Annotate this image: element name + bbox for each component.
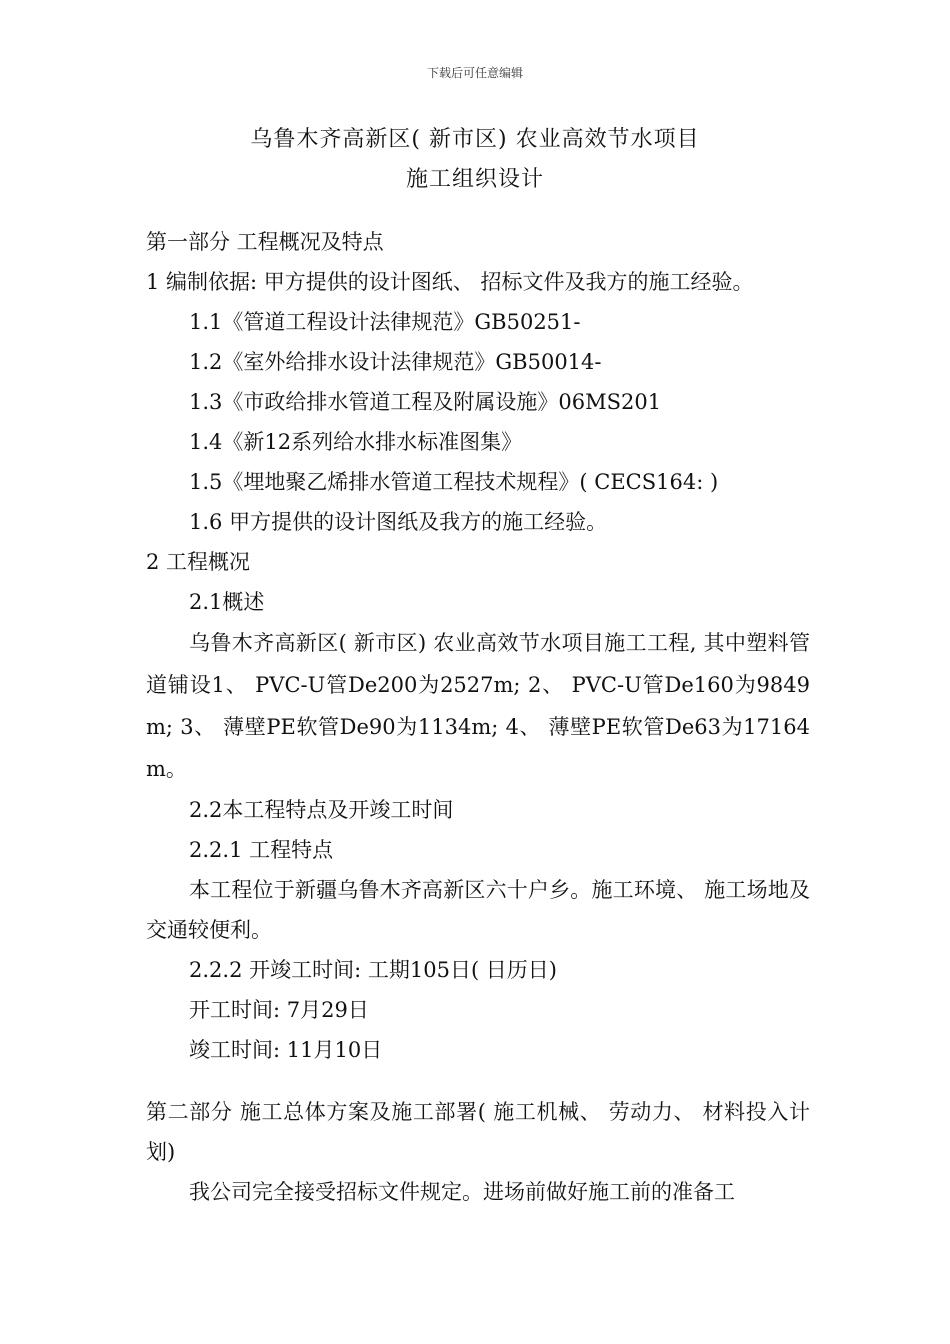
part2-heading: 第二部分 施工总体方案及施工部署( 施工机械、 劳动力、 材料投入计划) — [146, 1100, 810, 1164]
reference-item: 1.4《新12系列给水排水标准图集》 — [189, 430, 523, 454]
part2-paragraph: 我公司完全接受招标文件规定。进场前做好施工前的准备工 — [189, 1180, 735, 1204]
document-body — [146, 222, 810, 1212]
reference-item: 1.3《市政给排水管道工程及附属设施》06MS201 — [189, 390, 662, 414]
end-time: 竣工时间: 11月10日 — [189, 1038, 383, 1062]
overview-paragraph: 乌鲁木齐高新区( 新市区) 农业高效节水项目施工工程, 其中塑料管道铺设1、 PVC-U管De200为2527m; 2、 PVC-U管De160为9849m; 3、 薄壁PE软管De90为1134m; 4、 薄壁PE软管De63为17164m。 — [146, 631, 810, 781]
reference-item: 1.2《室外给排水设计法律规范》GB50014- — [189, 350, 602, 374]
section2-heading: 2 工程概况 — [146, 550, 251, 574]
document-title-line2: 施工组织设计 — [405, 167, 544, 192]
section2-2-2-heading: 2.2.2 开竣工时间: 工期105日( 日历日) — [189, 958, 558, 982]
part1-heading: 第一部分 工程概况及特点 — [146, 230, 384, 254]
header-note: 下载后可任意编辑 — [426, 66, 523, 80]
section2-2-heading: 2.2本工程特点及开竣工时间 — [189, 798, 454, 822]
document-title-line1: 乌鲁木齐高新区( 新市区) 农业高效节水项目 — [250, 127, 700, 152]
start-time: 开工时间: 7月29日 — [189, 998, 369, 1022]
reference-item: 1.5《埋地聚乙烯排水管道工程技术规程》( CECS164: ) — [189, 470, 719, 494]
section1-heading: 1 编制依据: 甲方提供的设计图纸、 招标文件及我方的施工经验。 — [146, 270, 754, 294]
reference-item: 1.1《管道工程设计法律规范》GB50251- — [189, 310, 581, 334]
section-gap — [146, 1070, 810, 1092]
features-paragraph: 本工程位于新疆乌鲁木齐高新区六十户乡。施工环境、 施工场地及交通较便利。 — [146, 878, 810, 942]
section2-1-heading: 2.1概述 — [189, 590, 265, 614]
section2-2-1-heading: 2.2.1 工程特点 — [189, 838, 334, 862]
reference-item: 1.6 甲方提供的设计图纸及我方的施工经验。 — [189, 510, 608, 534]
